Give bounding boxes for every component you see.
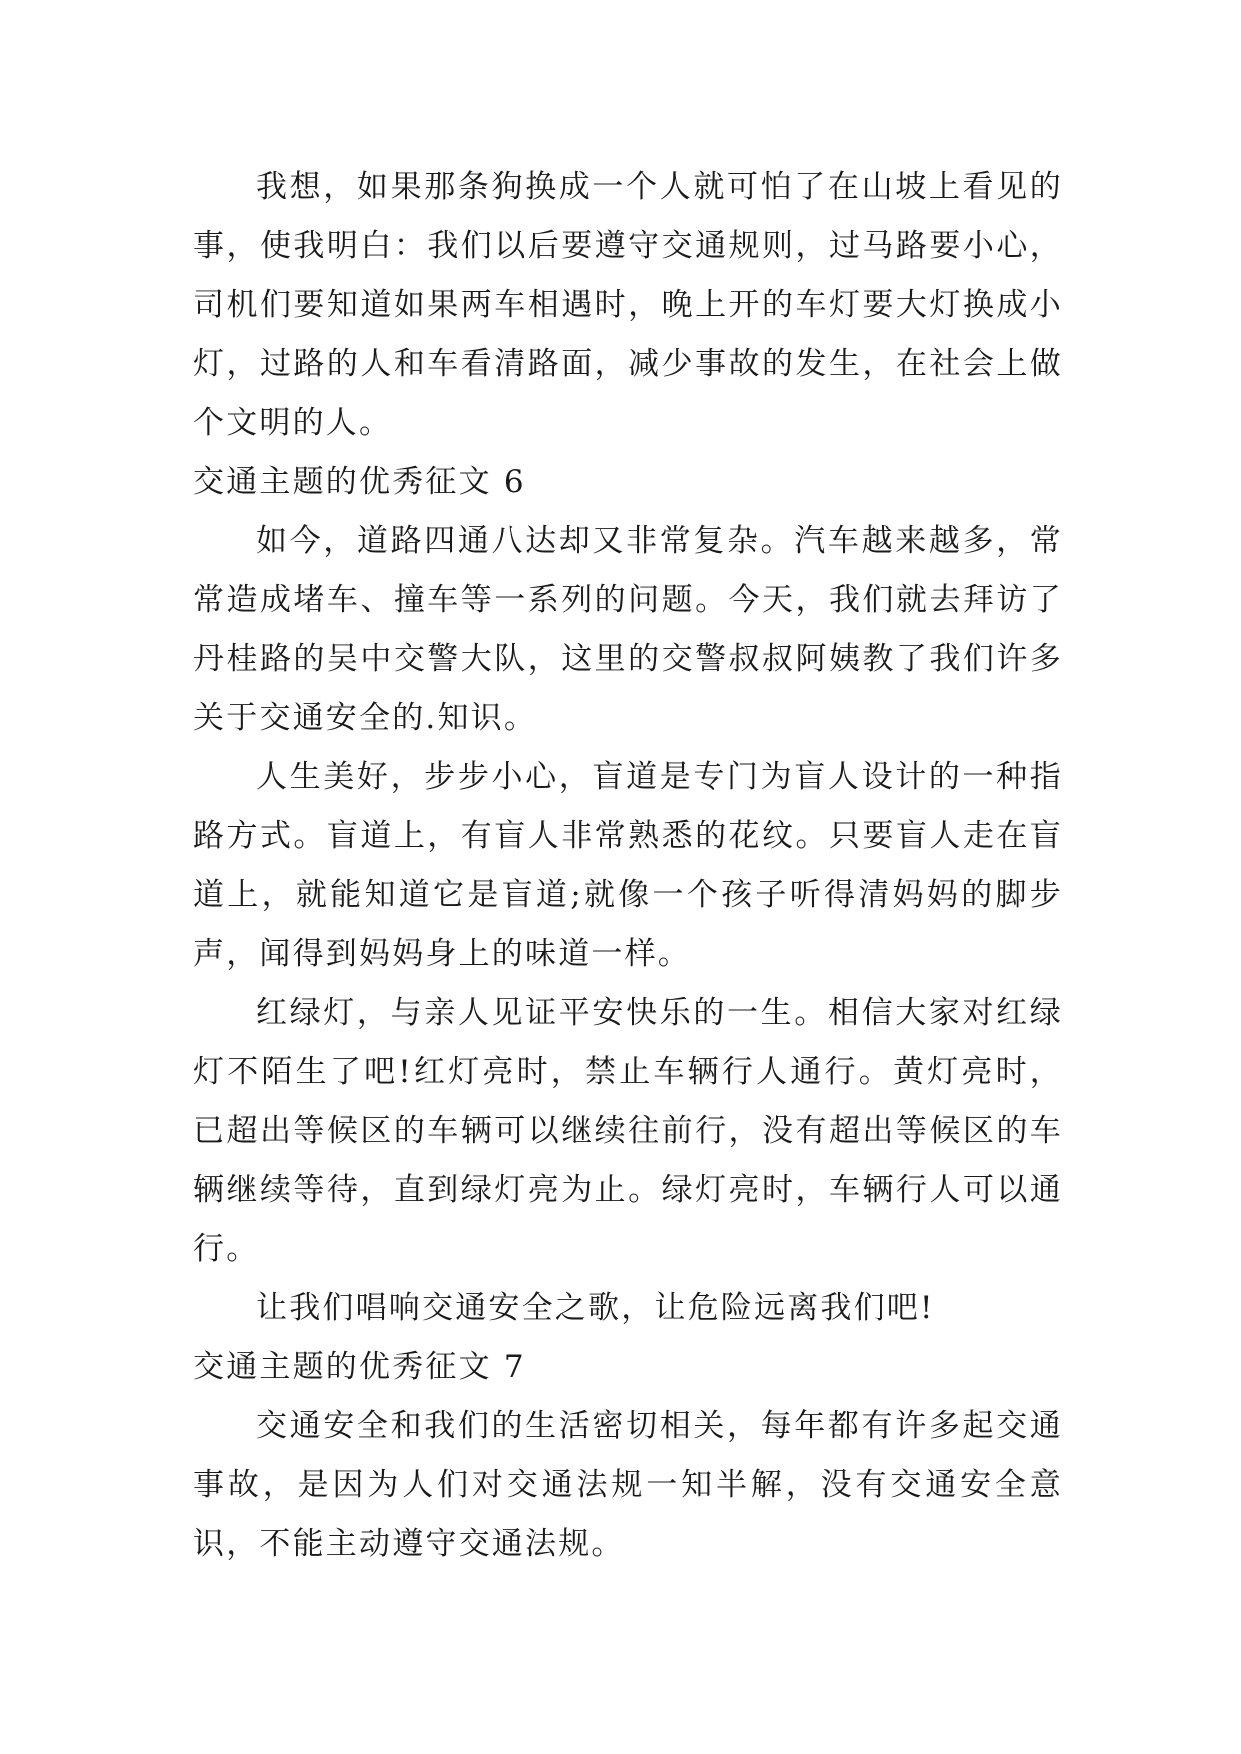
paragraph: 我想，如果那条狗换成一个人就可怕了在山坡上看见的事，使我明白：我们以后要遵守交通规则，过马路要小心，司机们要知道如果两车相遇时，晚上开的车灯要大灯换成小灯，过路的人和车看清路面，减少事故的发生，在社会上做个文明的人。 <box>193 169 1063 441</box>
paragraph: 让我们唱响交通安全之歌，让危险远离我们吧! <box>256 1290 935 1326</box>
section-heading: 交通主题的优秀征文 6 <box>193 464 526 500</box>
paragraph: 红绿灯，与亲人见证平安快乐的一生。相信大家对红绿灯不陌生了吧!红灯亮时，禁止车辆行人通行。黄灯亮时，已超出等候区的车辆可以继续往前行，没有超出等候区的车辆继续等待，直到绿灯亮为止。绿灯亮时，车辆行人可以通行。 <box>193 995 1063 1267</box>
paragraph: 如今，道路四通八达却又非常复杂。汽车越来越多，常常造成堵车、撞车等一系列的问题。今天，我们就去拜访了丹桂路的吴中交警大队，这里的交警叔叔阿姨教了我们许多关于交通安全的.知识。 <box>193 523 1063 736</box>
document-body <box>193 158 1063 1574</box>
paragraph: 交通安全和我们的生活密切相关，每年都有许多起交通事故，是因为人们对交通法规一知半解，没有交通安全意识，不能主动遵守交通法规。 <box>193 1408 1063 1562</box>
paragraph: 人生美好，步步小心，盲道是专门为盲人设计的一种指路方式。盲道上，有盲人非常熟悉的花纹。只要盲人走在盲道上，就能知道它是盲道;就像一个孩子听得清妈妈的脚步声，闻得到妈妈身上的味道一样。 <box>193 759 1063 972</box>
section-heading: 交通主题的优秀征文 7 <box>193 1349 526 1385</box>
